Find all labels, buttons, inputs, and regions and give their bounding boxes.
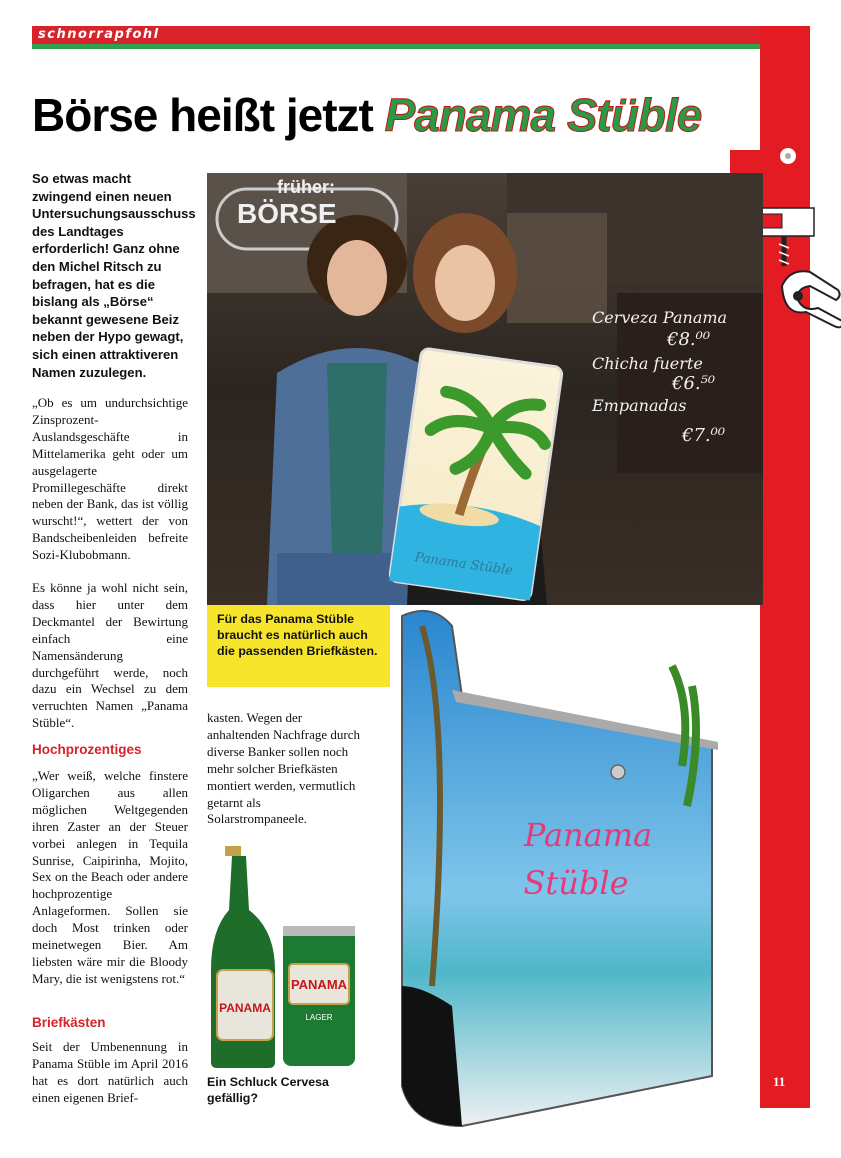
paragraph-1: „Ob es um undurchsichtige Zinsprozent-Auslandsgeschäfte in Mittelamerika geht oder um ausgelagerte Promillegeschäfte direkt neben der Bank, das ist völlig wurscht!“, wettert der von Bandscheibenleiden befreite Sozi-Klubobmann. (32, 395, 188, 563)
can-brand: PANAMA (290, 977, 348, 992)
window-label-top: früher: (277, 177, 335, 197)
mailbox-image (392, 606, 722, 1134)
menu-price-2: €6.⁵⁰ (672, 373, 716, 394)
page-number: 11 (773, 1074, 786, 1089)
menu-price-1: €8.⁰⁰ (667, 329, 711, 350)
paragraph-2: Es könne ja wohl nicht sein, dass hier unter dem Deckmantel der Bewirtung einfach eine Namensänderung durchgeführt werde, noch dazu ein Wechsel zu dem verruchten Namen „Panama Stüble“. (32, 580, 188, 731)
window-label-main: BÖRSE (237, 198, 337, 229)
section-label: schnorrapfohl (38, 27, 160, 42)
paragraph-4: Seit der Umbenennung in Panama Stüble im April 2016 hat es dort natürlich auch einen eigenen Brief- (32, 1039, 188, 1105)
beer-caption: Ein Schluck Cervesa gefällig? (207, 1075, 329, 1106)
paragraph-3: „Wer weiß, welche finstere Oligarchen aus allen möglichen Weltgegenden ihren Zaster an der Steuer vorbei anlegen in Tequila Sunrise, Caipirinha, Mojito, Sex on the Beach oder andere hochprozentige Anlageformen. Sollen sie doch Most trinken oder meinetwegen Bier. Am liebsten wäre mir die Bloody Mary, die ist wenigstens rot.“ (32, 768, 188, 986)
header-green-bar (32, 44, 760, 49)
menu-item-3: Empanadas (592, 396, 687, 415)
can-sub: LAGER (305, 1013, 333, 1022)
menu-item-2: Chicha fuerte (592, 354, 703, 373)
photo-two-women-with-sign (207, 173, 763, 605)
sign-text: Panama Stüble (413, 550, 514, 579)
headline-main: Börse heißt jetzt (32, 89, 373, 141)
mailbox-text-line2: Stüble (523, 864, 629, 902)
subheading-hochprozentiges: Hochprozentiges (32, 742, 142, 757)
mailbox-text-line1: Panama (523, 816, 653, 854)
headline (32, 88, 701, 142)
menu-item-1: Cerveza Panama (592, 308, 728, 327)
paragraph-5: kasten. Wegen der anhaltenden Nachfrage durch diverse Banker sollen noch mehr solcher Briefkästen montiert werden, vermutlich getarnt als Solarstrompaneele. (207, 710, 361, 827)
beer-bottle-and-can-image (207, 840, 357, 1070)
bottle-brand: PANAMA (219, 1001, 271, 1015)
subheading-briefkaesten: Briefkästen (32, 1015, 106, 1030)
headline-accent: Panama Stüble (384, 89, 702, 141)
menu-price-3: €7.⁰⁰ (682, 425, 726, 446)
photo-illustration (207, 173, 763, 605)
lead-paragraph: So etwas macht zwingend einen neuen Untersuchungsausschuss des Landtages erforderlich! Ganz ohne den Michel Ritsch zu befragen, hat es die bislang als „Börse“ bekannt gewesene Beiz neben der Hypo gewagt, sich einen attraktiveren Namen zuzulegen. (32, 171, 196, 380)
photo-caption: Für das Panama Stüble braucht es natürlich auch die passenden Briefkästen. (207, 605, 390, 687)
